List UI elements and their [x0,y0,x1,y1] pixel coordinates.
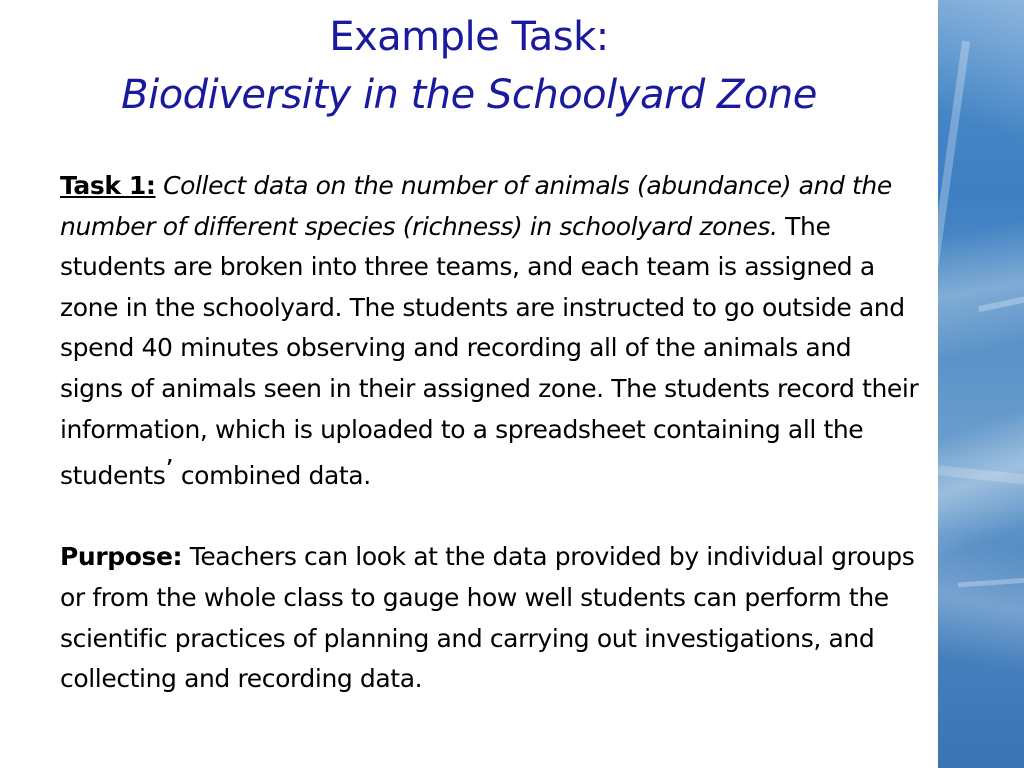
panel-streak [958,578,1024,588]
task-apostrophe: ’ [165,455,174,486]
slide-title [0,8,938,124]
task-label: Task 1: [60,171,156,200]
task-body-end: combined data. [180,461,371,491]
purpose-label: Purpose: [60,542,183,572]
task-italic-text: Collect data on the number of animals (abundance) and the number of different species (richness) in schoolyard zones. [60,171,892,241]
decorative-side-panel [938,0,1024,768]
title-line-2: Biodiversity in the Schoolyard Zone [121,72,817,118]
panel-streak [938,465,1024,484]
purpose-paragraph [60,537,920,699]
panel-streak [978,294,1024,312]
slide-body [60,166,920,700]
task-body-text: The students are broken into three teams, and each team is assigned a zone in the schoolyard. The students are instructed to go outside and spend 40 minutes observing and recording all of the animals and signs of animals seen in their assigned zone. The students record their information, which is uploaded to a spreadsheet containing all the students [60,211,919,491]
task-paragraph [60,166,920,497]
title-line-1: Example Task: [329,14,609,60]
purpose-body-text: Teachers can look at the data provided by individual groups or from the whole class to gauge how well students can perform the scientific practices of planning and carrying out investigations, and collecting and recording data. [60,542,915,694]
